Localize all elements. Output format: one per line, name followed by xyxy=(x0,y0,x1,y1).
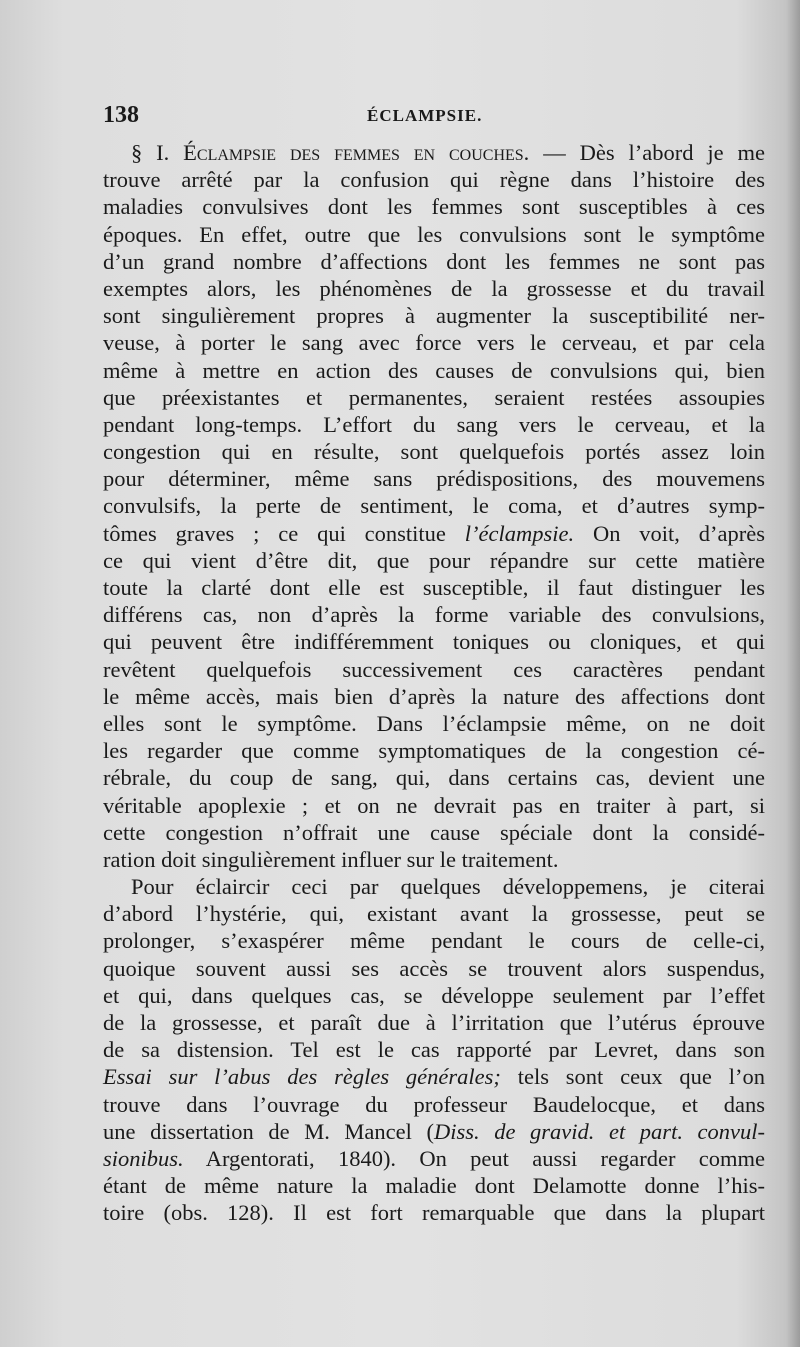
page-edge-shadow xyxy=(786,0,800,1347)
text-line: pendant long-temps. L’effort du sang vers le cerveau, et la xyxy=(103,411,765,437)
page-number: 138 xyxy=(103,102,139,128)
text-line: même à mettre en action des causes de convulsions qui, bien xyxy=(103,357,765,383)
italic-citation: Diss. de gravid. et part. convul- xyxy=(433,1118,765,1144)
text-line: revêtent quelquefois successivement ces caractères pendant xyxy=(103,656,765,682)
text-line: pour déterminer, même sans prédispositions, des mouvemens xyxy=(103,466,765,492)
text-line: tômes graves ; ce qui constitue l’éclampsie. On voit, d’après xyxy=(103,520,765,546)
text-line: quoique souvent aussi ses accès se trouvent alors suspendus, xyxy=(103,955,765,981)
italic-term: l’éclampsie. xyxy=(464,520,575,546)
text-line: de sa distension. Tel est le cas rapporté par Levret, dans son xyxy=(103,1037,765,1063)
text-line: rébrale, du coup de sang, qui, dans certains cas, devient une xyxy=(103,765,765,791)
italic-citation: sionibus. xyxy=(103,1145,184,1171)
text-line: les regarder que comme symptomatiques de la congestion cé- xyxy=(103,738,765,764)
text-line: exemptes alors, les phénomènes de la grossesse et du travail xyxy=(103,275,765,301)
text-line: que préexistantes et permanentes, seraient restées assoupies xyxy=(103,384,765,410)
text-line: ration doit singulièrement influer sur le traitement. xyxy=(103,846,559,872)
text-line: Essai sur l’abus des règles générales; tels sont ceux que l’on xyxy=(103,1064,765,1090)
text-line: trouve dans l’ouvrage du professeur Baudelocque, et dans xyxy=(103,1091,765,1117)
text-line: époques. En effet, outre que les convulsions sont le symptôme xyxy=(103,221,765,247)
text-line: le même accès, mais bien d’après la nature des affections dont xyxy=(103,683,765,709)
text-line: qui peuvent être indifféremment toniques ou cloniques, et qui xyxy=(103,629,765,655)
text-line: sionibus. Argentorati, 1840). On peut aussi regarder comme xyxy=(103,1145,765,1171)
text-line: trouve arrêté par la confusion qui règne dans l’histoire des xyxy=(103,167,765,193)
section-heading: Éclampsie des femmes en couches. xyxy=(183,140,530,165)
text-line: sont singulièrement propres à augmenter la susceptibilité ner- xyxy=(103,303,765,329)
running-title: ÉCLAMPSIE. xyxy=(367,106,483,125)
text-line: elles sont le symptôme. Dans l’éclampsie même, on ne doit xyxy=(103,710,765,736)
text-line: de la grossesse, et paraît due à l’irritation que l’utérus éprouve xyxy=(103,1010,765,1035)
page-header xyxy=(103,102,763,134)
text-line: ce qui vient d’être dit, que pour répandre sur cette matière xyxy=(103,547,765,573)
text-line: étant de même nature la maladie dont Delamotte donne l’his- xyxy=(103,1173,765,1199)
text-line: différens cas, non d’après la forme variable des convulsions, xyxy=(103,602,765,628)
text-line: § I. Éclampsie des femmes en couches. — Dès l’abord je me xyxy=(131,140,765,165)
text-line: veuse, à porter le sang avec force vers le cerveau, et par cela xyxy=(103,330,765,356)
text-line: et qui, dans quelques cas, se développe seulement par l’effet xyxy=(103,982,765,1008)
text-line: d’abord l’hystérie, qui, existant avant la grossesse, peut se xyxy=(103,901,765,927)
text-line: prolonger, s’exaspérer même pendant le cours de celle-ci, xyxy=(103,928,765,954)
italic-title: Essai sur l’abus des règles générales; xyxy=(103,1064,501,1090)
text-line: une dissertation de M. Mancel (Diss. de gravid. et part. convul- xyxy=(103,1118,765,1144)
text-line: toire (obs. 128). Il est fort remarquable que dans la plupart xyxy=(103,1200,765,1226)
text-line: convulsifs, la perte de sentiment, le coma, et d’autres symp- xyxy=(103,493,765,519)
text-line: véritable apoplexie ; et on ne devrait pas en traiter à part, si xyxy=(103,792,765,818)
text-line: congestion qui en résulte, sont quelquefois portés assez loin xyxy=(103,439,765,465)
text-line: d’un grand nombre d’affections dont les femmes ne sont pas xyxy=(103,248,765,274)
body-text xyxy=(103,139,765,1227)
text-line: Pour éclaircir ceci par quelques développemens, je citerai xyxy=(131,874,765,900)
text-line: toute la clarté dont elle est susceptible, il faut distinguer les xyxy=(103,575,765,600)
text-line: cette congestion n’offrait une cause spéciale dont la considé- xyxy=(103,819,765,845)
text-line: maladies convulsives dont les femmes sont susceptibles à ces xyxy=(103,194,765,220)
